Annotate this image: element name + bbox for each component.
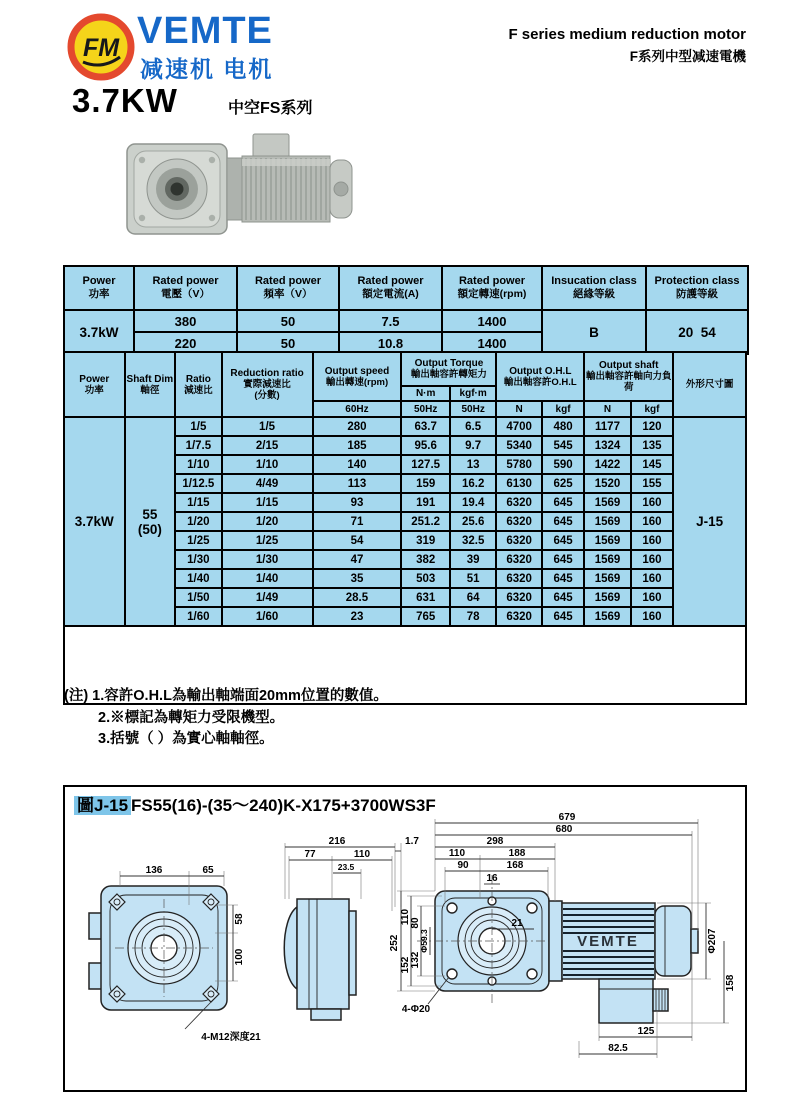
table2-cell: 63.7 <box>401 417 449 436</box>
table2-cell: 625 <box>542 474 584 493</box>
col-speed <box>442 266 542 310</box>
table2-cell: 645 <box>542 569 584 588</box>
label-en: Power <box>82 275 116 287</box>
table2-cell: 1520 <box>584 474 630 493</box>
col-shaft-dim <box>125 352 176 417</box>
table2-cell: 140 <box>313 455 402 474</box>
table2-cell: 1/15 <box>175 493 221 512</box>
table2-cell: 6320 <box>496 493 541 512</box>
dim-58: 58 <box>234 913 245 925</box>
dim-216: 216 <box>328 836 346 847</box>
sub-speed-hz: 60Hz <box>313 401 402 417</box>
insulation-value: B <box>542 310 646 354</box>
table2-cell: 1/5 <box>175 417 221 436</box>
dim-90: 90 <box>457 860 469 871</box>
table2-cell: 1/10 <box>175 455 221 474</box>
table2-cell: 2/15 <box>222 436 313 455</box>
table1-row <box>64 310 748 332</box>
table2-cell: 1/25 <box>222 531 313 550</box>
brand-name: VEMTE <box>137 10 273 52</box>
col-output-torque <box>401 352 496 386</box>
unit-kgfm: kgf·m <box>450 386 496 401</box>
table2-cell: 1/60 <box>175 607 221 626</box>
table2-cell: 13 <box>450 455 496 474</box>
dim-298: 298 <box>486 836 504 847</box>
label-zh: 絕緣等級 <box>573 288 615 300</box>
table2-cell: 1/50 <box>175 588 221 607</box>
dim-110-side: 110 <box>353 849 371 860</box>
cell-speed: 1400 <box>442 310 542 332</box>
table2-cell: 185 <box>313 436 402 455</box>
table2-cell: 160 <box>631 607 673 626</box>
dim-motor-diameter: Φ207 <box>707 928 718 954</box>
note-line-3: 3.括號（ ）為實心軸軸徑。 <box>98 731 274 747</box>
cell-voltage: 380 <box>134 310 237 332</box>
table2-cell: 645 <box>542 493 584 512</box>
sub-shaft-n: N <box>584 401 630 417</box>
table2-cell: 6320 <box>496 550 541 569</box>
table2-cell: 191 <box>401 493 449 512</box>
dim-125: 125 <box>637 1026 655 1037</box>
table2-cell: 51 <box>450 569 496 588</box>
table2-cell: 1/7.5 <box>175 436 221 455</box>
col-frequency <box>237 266 339 310</box>
label-zh: 額定轉速(rpm) <box>457 288 527 300</box>
table2-cell: 64 <box>450 588 496 607</box>
footnotes <box>64 686 388 751</box>
table2-cell: 382 <box>401 550 449 569</box>
table2-cell: 503 <box>401 569 449 588</box>
label-zh: 額定電流(A) <box>362 288 419 300</box>
label-en: Protection class <box>654 275 740 287</box>
col-output-speed <box>313 352 402 401</box>
table1-header-row <box>64 266 748 310</box>
table2-cell: 54 <box>313 531 402 550</box>
table2-cell: 1/40 <box>222 569 313 588</box>
label-en: Ratio <box>185 373 211 385</box>
dim-136: 136 <box>145 865 163 876</box>
label-en: Output shaft <box>599 360 659 371</box>
table2-cell: 160 <box>631 588 673 607</box>
dim-158: 158 <box>725 974 736 992</box>
table2-cell: 545 <box>542 436 584 455</box>
label-zh: 輸出轉速(rpm) <box>325 376 389 388</box>
table2-cell: 159 <box>401 474 449 493</box>
col-protection <box>646 266 748 310</box>
dim-16: 16 <box>486 873 498 884</box>
table2-cell: 47 <box>313 550 402 569</box>
cell-voltage: 220 <box>134 332 237 354</box>
brand-subtitle: 减速机 电机 <box>140 56 274 82</box>
table2-cell: 160 <box>631 550 673 569</box>
table2-cell: 6320 <box>496 512 541 531</box>
cell-current: 7.5 <box>339 310 442 332</box>
label-zh: 功率 <box>84 384 104 396</box>
col-voltage <box>134 266 237 310</box>
table2-cell: 25.6 <box>450 512 496 531</box>
dim-80: 80 <box>410 917 421 929</box>
dim-77: 77 <box>304 849 316 860</box>
table2-cell: 93 <box>313 493 402 512</box>
series-title-en: F series medium reduction motor <box>508 26 746 43</box>
table2-cell: 1/15 <box>222 493 313 512</box>
page-power-title: 3.7KW <box>72 82 178 119</box>
table2-cell: 645 <box>542 512 584 531</box>
table2-cell: 6320 <box>496 607 541 626</box>
sub-torque-hz1: 50Hz <box>401 401 449 417</box>
dim-168: 168 <box>506 860 524 871</box>
table2-cell: 1569 <box>584 550 630 569</box>
table2-row <box>64 417 746 436</box>
table2-cell: 1569 <box>584 588 630 607</box>
motor-rating-table <box>63 265 749 355</box>
dim-65: 65 <box>202 865 214 876</box>
table2-cell: 1569 <box>584 493 630 512</box>
table2-cell: 1/5 <box>222 417 313 436</box>
label-en: Rated power <box>458 275 525 287</box>
cell-speed: 1400 <box>442 332 542 354</box>
dim-bore: Φ59.3 <box>419 929 429 953</box>
table2-cell: 5340 <box>496 436 541 455</box>
label-zh: 軸徑 <box>140 384 160 396</box>
table2-cell: 95.6 <box>401 436 449 455</box>
label-en: Output Torque <box>414 358 484 369</box>
dim-132: 132 <box>410 951 421 969</box>
logo-monogram: FM <box>82 34 120 62</box>
shaft-dim-hollow: 55 <box>142 506 158 522</box>
table2-cell: 1569 <box>584 569 630 588</box>
series-title-zh: F系列中型减速電機 <box>629 49 746 64</box>
table2-cell: 480 <box>542 417 584 436</box>
shaft-dim-value <box>125 417 176 626</box>
label-zh: 電壓（V） <box>160 288 210 300</box>
dim-110-left: 110 <box>400 908 411 926</box>
dim-tap-holes: 4-M12深度21 <box>201 1032 261 1043</box>
table2-cell: 645 <box>542 607 584 626</box>
dim-100: 100 <box>234 948 245 966</box>
sub-ohl-n: N <box>496 401 541 417</box>
table2-cell: 1177 <box>584 417 630 436</box>
view-front-gearbox <box>89 865 261 1043</box>
label-en: Insucation class <box>551 275 637 287</box>
table2-cell: 765 <box>401 607 449 626</box>
label-zh: 功率 <box>88 288 110 300</box>
table2-cell: 32.5 <box>450 531 496 550</box>
power-value: 3.7kW <box>64 417 125 626</box>
table2-cell: 1/30 <box>222 550 313 569</box>
table2-cell: 19.4 <box>450 493 496 512</box>
performance-table <box>63 351 747 705</box>
dimension-drawing-panel <box>63 785 747 1092</box>
dim-679: 679 <box>558 813 576 823</box>
table2-cell: 1/25 <box>175 531 221 550</box>
label-zh2: (分數) <box>254 390 280 401</box>
table2-cell: 1/30 <box>175 550 221 569</box>
dim-mounting-holes: 4-Φ20 <box>401 1004 431 1015</box>
table2-cell: 645 <box>542 588 584 607</box>
dim-252: 252 <box>389 934 400 952</box>
table2-cell: 6320 <box>496 531 541 550</box>
table2-cell: 4700 <box>496 417 541 436</box>
shaft-dim-solid: (50) <box>137 521 162 537</box>
table2-cell: 160 <box>631 569 673 588</box>
power-value: 3.7kW <box>64 310 134 354</box>
table2-cell: 645 <box>542 531 584 550</box>
table2-cell: 1/12.5 <box>175 474 221 493</box>
col-power <box>64 352 125 417</box>
table2-cell: 160 <box>631 512 673 531</box>
table2-cell: 145 <box>631 455 673 474</box>
table2-cell: 9.7 <box>450 436 496 455</box>
sub-ohl-kgf: kgf <box>542 401 584 417</box>
table2-cell: 6320 <box>496 588 541 607</box>
col-output-shaft-load <box>584 352 673 401</box>
dim-188: 188 <box>508 848 526 859</box>
model-code: FS55(16)-(35～240)K-X175+3700WS3F <box>131 796 436 815</box>
table2-cell: 39 <box>450 550 496 569</box>
table2-cell: 71 <box>313 512 402 531</box>
dim-21: 21 <box>511 918 523 929</box>
table2-cell: 4/49 <box>222 474 313 493</box>
table2-cell: 1569 <box>584 512 630 531</box>
table2-cell: 160 <box>631 531 673 550</box>
dim-23-5: 23.5 <box>337 862 355 872</box>
table2-cell: 78 <box>450 607 496 626</box>
dim-82-5: 82.5 <box>608 1043 628 1054</box>
table2-cell: 280 <box>313 417 402 436</box>
table2-cell: 645 <box>542 550 584 569</box>
label-en: Reduction ratio <box>230 368 304 379</box>
dimension-ref-value: J-15 <box>673 417 746 626</box>
sub-torque-hz2: 50Hz <box>450 401 496 417</box>
table2-cell: 160 <box>631 493 673 512</box>
table2-cell: 1/60 <box>222 607 313 626</box>
table2-cell: 6320 <box>496 569 541 588</box>
label-en: Shaft Dim <box>126 373 174 385</box>
dim-110-top: 110 <box>448 848 466 859</box>
table2-cell: 631 <box>401 588 449 607</box>
table2-cell: 127.5 <box>401 455 449 474</box>
dim-152: 152 <box>400 956 411 974</box>
col-reduction-ratio <box>222 352 313 417</box>
table2-cell: 1569 <box>584 531 630 550</box>
cell-current: 10.8 <box>339 332 442 354</box>
label-en: Rated power <box>152 275 219 287</box>
table2-cell: 1/20 <box>175 512 221 531</box>
view-side-gearbox <box>284 836 419 1020</box>
table2-cell: 135 <box>631 436 673 455</box>
label-zh: 頻率（V） <box>263 288 313 300</box>
table2-cell: 1/40 <box>175 569 221 588</box>
label-zh: 輸出軸容許O.H.L <box>503 376 577 388</box>
dim-1-7: 1.7 <box>405 836 419 847</box>
col-power <box>64 266 134 310</box>
table2-cell: 1324 <box>584 436 630 455</box>
table2-cell: 5780 <box>496 455 541 474</box>
dim-680: 680 <box>555 824 573 835</box>
table2-cell: 1/49 <box>222 588 313 607</box>
cell-frequency: 50 <box>237 332 339 354</box>
table2-cell: 23 <box>313 607 402 626</box>
protection-value: 20 54 <box>646 310 748 354</box>
label-zh: 實際減速比 <box>243 379 291 390</box>
table2-cell: 1569 <box>584 607 630 626</box>
table2-cell: 590 <box>542 455 584 474</box>
col-output-ohl <box>496 352 584 401</box>
table2-header-row-1 <box>64 352 746 386</box>
view-front-motor-assembly <box>389 813 736 1058</box>
note-line-1: (注) 1.容許O.H.L為輸出軸端面20mm位置的數值。 <box>64 688 388 704</box>
table2-cell: 35 <box>313 569 402 588</box>
table2-cell: 1422 <box>584 455 630 474</box>
table2-cell: 6130 <box>496 474 541 493</box>
col-current <box>339 266 442 310</box>
label-en: Output speed <box>324 365 390 377</box>
table2-cell: 1/20 <box>222 512 313 531</box>
col-ratio <box>175 352 221 417</box>
label-zh: 外形尺寸圖 <box>685 379 734 390</box>
table2-cell: 155 <box>631 474 673 493</box>
product-photo <box>125 128 365 240</box>
table2-cell: 28.5 <box>313 588 402 607</box>
note-line-2: 2.※標記為轉矩力受限機型。 <box>98 709 285 726</box>
brand-logo-icon <box>66 12 136 82</box>
label-en: Rated power <box>254 275 321 287</box>
figure-ref-badge: 圖J-15 <box>74 796 131 815</box>
label-zh: 輸出軸容許軸向力負荷 <box>585 371 672 393</box>
label-en: Rated power <box>357 275 424 287</box>
table2-cell: 6.5 <box>450 417 496 436</box>
label-zh: 防護等級 <box>676 288 718 300</box>
label-en: Output O.H.L <box>509 365 572 377</box>
table2-cell: 120 <box>631 417 673 436</box>
unit-nm: N·m <box>401 386 449 401</box>
col-dimension-ref <box>673 352 746 417</box>
col-insulation <box>542 266 646 310</box>
label-en: Power <box>79 373 110 385</box>
label-zh: 輸出軸容許轉矩力 <box>410 369 487 380</box>
series-tag: 中空FS系列 <box>228 100 313 117</box>
table2-cell: 113 <box>313 474 402 493</box>
sub-shaft-kgf: kgf <box>631 401 673 417</box>
table2-cell: 16.2 <box>450 474 496 493</box>
dimension-drawing <box>65 813 743 1086</box>
label-zh: 減速比 <box>184 384 213 396</box>
table2-cell: 251.2 <box>401 512 449 531</box>
cell-frequency: 50 <box>237 310 339 332</box>
motor-brand-label: VEMTE <box>577 933 639 950</box>
table2-cell: 1/10 <box>222 455 313 474</box>
table2-cell: 319 <box>401 531 449 550</box>
